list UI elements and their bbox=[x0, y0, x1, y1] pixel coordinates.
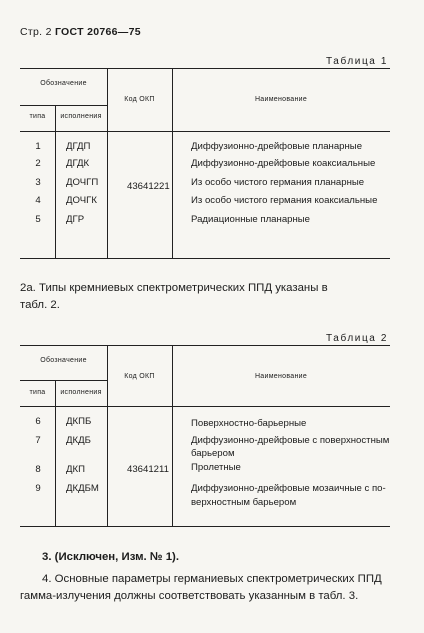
standard-code: ГОСТ 20766—75 bbox=[54, 26, 141, 38]
table-row-name: Диффузионно-дрейфовые коаксиальные bbox=[191, 158, 376, 169]
table1-header-type: типа bbox=[29, 113, 46, 120]
table-row-num: 2 bbox=[35, 158, 41, 169]
paragraph-2a-line2: табл. 2. bbox=[20, 299, 60, 311]
table-row-code: ДКДБМ bbox=[66, 483, 99, 494]
table-row-code: ДОЧГП bbox=[66, 177, 99, 188]
table1-header-name: Наименование bbox=[254, 96, 308, 103]
table-row-name: Диффузионно-дрейфовые с поверхностным bbox=[191, 435, 390, 446]
table1-header-okp: Код ОКП bbox=[124, 96, 155, 103]
table-row-name: Из особо чистого германия коаксиальные bbox=[191, 195, 378, 206]
table2-header-type: типа bbox=[29, 389, 46, 396]
paragraph-4-line2: гамма-излучения должны соответствовать указанным в табл. 3. bbox=[20, 590, 359, 602]
paragraph-3-text: 3. (Исключен, Изм. № 1). bbox=[42, 551, 179, 563]
table-row-name-cont: барьером bbox=[191, 448, 235, 459]
table-row-num: 6 bbox=[35, 416, 41, 427]
table2-caption: Таблица 2 bbox=[326, 333, 388, 344]
table-row-num: 7 bbox=[35, 435, 41, 446]
table-row-num: 4 bbox=[35, 195, 41, 206]
table-row-code: ДКДБ bbox=[66, 435, 91, 446]
table-row-num: 1 bbox=[35, 141, 41, 152]
table1 bbox=[20, 68, 390, 258]
table-row-name: Пролетные bbox=[191, 462, 241, 473]
table-row-name: Радиационные планарные bbox=[191, 214, 311, 225]
table-row-num: 3 bbox=[35, 177, 41, 188]
paragraph-3 bbox=[20, 549, 398, 566]
paragraph-4-line1: 4. Основные параметры германиевых спектрометрических ППД bbox=[42, 573, 382, 585]
page-header bbox=[20, 26, 141, 38]
table2-header-name: Наименование bbox=[254, 373, 308, 380]
table-row-num: 5 bbox=[35, 214, 41, 225]
paragraph-2a-line1: 2а. Типы кремниевых спектрометрических ППД указаны в bbox=[20, 282, 328, 294]
paragraph-4 bbox=[20, 571, 398, 605]
table1-header-version: исполнения bbox=[60, 113, 102, 120]
table-row-name: Поверхностно-барьерные bbox=[191, 418, 307, 429]
table-row-code: ДКП bbox=[66, 464, 85, 475]
table1-header-designation: Обозначение bbox=[40, 80, 87, 87]
table2-header-okp: Код ОКП bbox=[124, 373, 155, 380]
page-number: Стр. 2 bbox=[20, 26, 52, 38]
table2-okp-code: 43641211 bbox=[127, 464, 169, 475]
table-row-code: ДОЧГК bbox=[66, 195, 97, 206]
paragraph-2a bbox=[20, 280, 398, 314]
table-row-code: ДГДП bbox=[66, 141, 91, 152]
table-row-code: ДГР bbox=[66, 214, 85, 225]
table1-okp-code: 43641221 bbox=[127, 181, 170, 192]
table-row-name-cont: верхностным барьером bbox=[191, 497, 297, 508]
table-row-name: Диффузионно-дрейфовые планарные bbox=[191, 141, 363, 152]
table-row-num: 9 bbox=[35, 483, 41, 494]
table2 bbox=[20, 345, 390, 526]
table2-header-version: исполнения bbox=[60, 389, 102, 396]
table-row-num: 8 bbox=[35, 464, 41, 475]
table2-header-designation: Обозначение bbox=[40, 357, 87, 364]
table1-caption: Таблица 1 bbox=[326, 56, 388, 67]
table-row-name: Диффузионно-дрейфовые мозаичные с по- bbox=[191, 483, 386, 494]
table-row-code: ДКПБ bbox=[66, 416, 92, 427]
table-row-name: Из особо чистого германия планарные bbox=[191, 177, 365, 188]
table-row-code: ДГДК bbox=[66, 158, 90, 169]
